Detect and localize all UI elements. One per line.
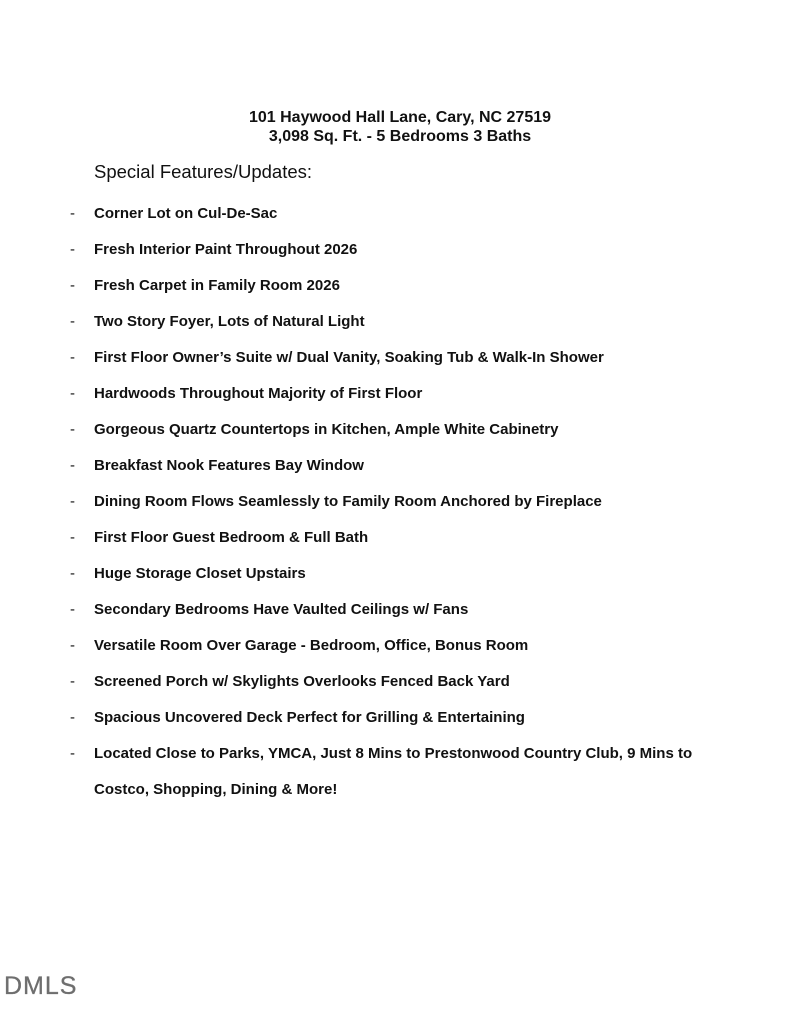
bullet-dash: - [70,313,75,330]
feature-text: Two Story Foyer, Lots of Natural Light [94,313,365,330]
bullet-dash: - [70,385,75,402]
feature-text: Fresh Carpet in Family Room 2026 [94,277,340,294]
feature-text: First Floor Guest Bedroom & Full Bath [94,529,369,546]
property-summary: 3,098 Sq. Ft. - 5 Bedrooms 3 Baths [268,128,532,145]
feature-text: First Floor Owner’s Suite w/ Dual Vanity, Soaking Tub & Walk-In Shower [94,349,604,366]
bullet-dash: - [70,457,75,474]
mls-watermark-logo: DMLS [4,972,78,1000]
bullet-dash: - [70,709,75,726]
feature-text: Breakfast Nook Features Bay Window [94,457,364,474]
feature-text: Screened Porch w/ Skylights Overlooks Fenced Back Yard [94,673,510,690]
bullet-dash: - [70,565,75,582]
bullet-dash: - [70,277,75,294]
feature-text: Huge Storage Closet Upstairs [94,565,306,582]
bullet-dash: - [70,421,75,438]
feature-text: Gorgeous Quartz Countertops in Kitchen, Ample White Cabinetry [94,421,559,438]
feature-text: Fresh Interior Paint Throughout 2026 [94,241,358,258]
listing-header [0,108,800,146]
bullet-dash: - [70,349,75,366]
bullet-dash: - [70,637,75,654]
feature-text: Secondary Bedrooms Have Vaulted Ceilings w/ Fans [94,601,469,618]
feature-text: Versatile Room Over Garage - Bedroom, Office, Bonus Room [94,637,529,654]
bullet-dash: - [70,529,75,546]
section-title: Special Features/Updates: [94,161,313,182]
feature-text: Dining Room Flows Seamlessly to Family Room Anchored by Fireplace [94,493,602,510]
bullet-dash: - [70,493,75,510]
property-address: 101 Haywood Hall Lane, Cary, NC 27519 [248,109,552,126]
feature-text: Spacious Uncovered Deck Perfect for Grilling & Entertaining [94,709,525,726]
feature-text: Hardwoods Throughout Majority of First Floor [94,385,423,402]
bullet-dash: - [70,673,75,690]
feature-text: Located Close to Parks, YMCA, Just 8 Mins to Prestonwood Country Club, 9 Mins to Costco, Shopping, Dining & More! [94,745,693,798]
bullet-dash: - [70,745,75,762]
bullet-dash: - [70,601,75,618]
feature-text: Corner Lot on Cul-De-Sac [94,205,278,222]
bullet-dash: - [70,241,75,258]
bullet-dash: - [70,205,75,222]
